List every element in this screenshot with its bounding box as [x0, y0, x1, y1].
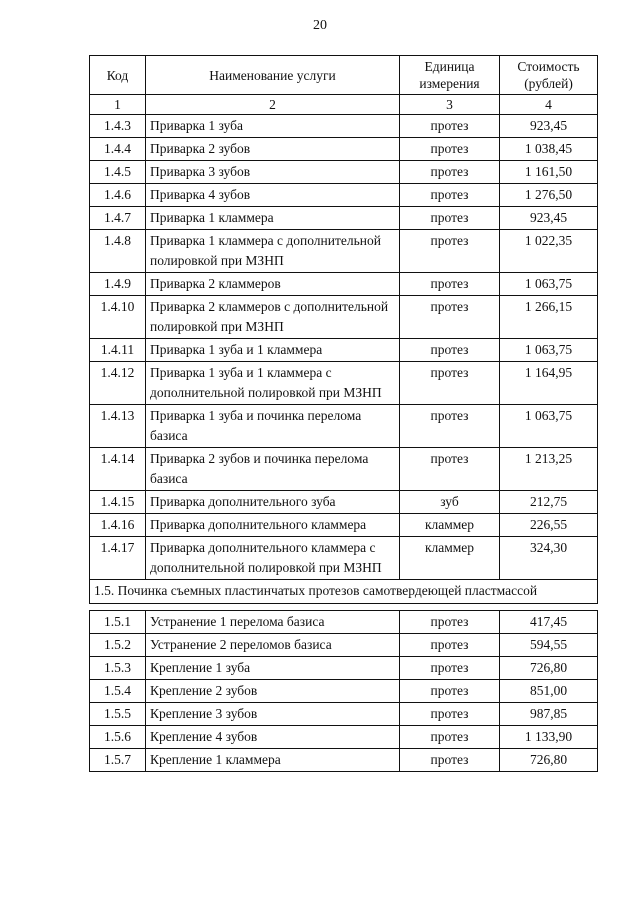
cell-code: 1.5.1 — [90, 611, 146, 634]
table-row — [90, 230, 598, 273]
table-row — [90, 115, 598, 138]
cell-unit: протез — [400, 273, 500, 296]
header-price: Стоимость (рублей) — [500, 56, 598, 95]
cell-name: Приварка 2 кламмеров — [146, 273, 400, 296]
cell-name: Приварка 2 кламмеров с дополнительной полировкой при МЗНП — [146, 296, 400, 339]
section-1-5 — [90, 580, 598, 611]
section-gap — [90, 604, 598, 611]
cell-name: Крепление 2 зубов — [146, 680, 400, 703]
table-row — [90, 405, 598, 448]
header-name: Наименование услуги — [146, 56, 400, 95]
cell-name: Устранение 1 перелома базиса — [146, 611, 400, 634]
cell-unit: протез — [400, 362, 500, 405]
cell-code: 1.4.6 — [90, 184, 146, 207]
cell-unit: протез — [400, 184, 500, 207]
cell-price: 594,55 — [500, 634, 598, 657]
cell-code: 1.5.3 — [90, 657, 146, 680]
table-row — [90, 680, 598, 703]
table-row — [90, 339, 598, 362]
cell-code: 1.4.7 — [90, 207, 146, 230]
table-row — [90, 657, 598, 680]
cell-name: Приварка 2 зубов — [146, 138, 400, 161]
cell-unit: протез — [400, 749, 500, 772]
cell-price: 1 063,75 — [500, 405, 598, 448]
cell-unit: протез — [400, 405, 500, 448]
cell-price: 212,75 — [500, 491, 598, 514]
cell-price: 923,45 — [500, 115, 598, 138]
cell-unit: протез — [400, 161, 500, 184]
cell-name: Крепление 1 зуба — [146, 657, 400, 680]
cell-code: 1.4.9 — [90, 273, 146, 296]
cell-code: 1.4.3 — [90, 115, 146, 138]
header-code: Код — [90, 56, 146, 95]
cell-name: Устранение 2 переломов базиса — [146, 634, 400, 657]
cell-price: 1 266,15 — [500, 296, 598, 339]
cell-price: 1 164,95 — [500, 362, 598, 405]
cell-unit: протез — [400, 657, 500, 680]
cell-name: Приварка 1 зуба и 1 кламмера — [146, 339, 400, 362]
table-row — [90, 611, 598, 634]
table-row — [90, 184, 598, 207]
cell-name: Приварка 1 кламмера — [146, 207, 400, 230]
cell-code: 1.4.15 — [90, 491, 146, 514]
table-row — [90, 514, 598, 537]
table-row — [90, 726, 598, 749]
cell-name: Крепление 3 зубов — [146, 703, 400, 726]
cell-name: Приварка дополнительного зуба — [146, 491, 400, 514]
section-row — [90, 580, 598, 604]
cell-unit: протез — [400, 207, 500, 230]
cell-code: 1.5.6 — [90, 726, 146, 749]
cell-code: 1.4.4 — [90, 138, 146, 161]
cell-price: 1 063,75 — [500, 339, 598, 362]
cell-unit: протез — [400, 634, 500, 657]
table-row — [90, 703, 598, 726]
cell-name: Крепление 4 зубов — [146, 726, 400, 749]
cell-unit: протез — [400, 296, 500, 339]
cell-code: 1.4.14 — [90, 448, 146, 491]
table-row — [90, 296, 598, 339]
cell-unit: протез — [400, 448, 500, 491]
cell-name: Приварка дополнительного кламмера — [146, 514, 400, 537]
cell-price: 1 276,50 — [500, 184, 598, 207]
cell-name: Приварка 3 зубов — [146, 161, 400, 184]
cell-name: Приварка 4 зубов — [146, 184, 400, 207]
header-unit: Единица измерения — [400, 56, 500, 95]
cell-unit: протез — [400, 115, 500, 138]
table-row — [90, 273, 598, 296]
header-row — [90, 56, 598, 95]
cell-unit: протез — [400, 703, 500, 726]
table-row — [90, 537, 598, 580]
cell-price: 1 038,45 — [500, 138, 598, 161]
cell-price: 1 022,35 — [500, 230, 598, 273]
page-number: 20 — [313, 18, 327, 33]
cell-name: Приварка 1 зуба — [146, 115, 400, 138]
cell-code: 1.4.10 — [90, 296, 146, 339]
rows-1-4 — [90, 115, 598, 580]
cell-code: 1.4.11 — [90, 339, 146, 362]
cell-name: Приварка 1 зуба и 1 кламмера с дополнительной полировкой при МЗНП — [146, 362, 400, 405]
cell-name: Приварка 1 кламмера с дополнительной полировкой при МЗНП — [146, 230, 400, 273]
cell-code: 1.4.5 — [90, 161, 146, 184]
cell-price: 923,45 — [500, 207, 598, 230]
cell-name: Крепление 1 кламмера — [146, 749, 400, 772]
cell-unit: протез — [400, 230, 500, 273]
table-row — [90, 362, 598, 405]
cell-code: 1.4.16 — [90, 514, 146, 537]
column-number: 4 — [500, 95, 598, 115]
cell-code: 1.4.12 — [90, 362, 146, 405]
cell-unit: протез — [400, 680, 500, 703]
column-number: 1 — [90, 95, 146, 115]
cell-price: 1 161,50 — [500, 161, 598, 184]
table-row — [90, 448, 598, 491]
cell-price: 987,85 — [500, 703, 598, 726]
cell-unit: кламмер — [400, 514, 500, 537]
cell-price: 851,00 — [500, 680, 598, 703]
cell-unit: кламмер — [400, 537, 500, 580]
cell-unit: протез — [400, 611, 500, 634]
cell-price: 417,45 — [500, 611, 598, 634]
cell-unit: протез — [400, 138, 500, 161]
cell-price: 726,80 — [500, 749, 598, 772]
table-row — [90, 207, 598, 230]
column-number: 3 — [400, 95, 500, 115]
cell-price: 1 063,75 — [500, 273, 598, 296]
table-row — [90, 161, 598, 184]
cell-name: Приварка дополнительного кламмера с дополнительной полировкой при МЗНП — [146, 537, 400, 580]
table-row — [90, 634, 598, 657]
table-row — [90, 491, 598, 514]
cell-code: 1.4.8 — [90, 230, 146, 273]
cell-unit: зуб — [400, 491, 500, 514]
price-table — [89, 55, 598, 772]
cell-code: 1.5.4 — [90, 680, 146, 703]
rows-1-5 — [90, 611, 598, 772]
cell-price: 226,55 — [500, 514, 598, 537]
table-row — [90, 749, 598, 772]
cell-code: 1.5.2 — [90, 634, 146, 657]
cell-code: 1.4.17 — [90, 537, 146, 580]
cell-unit: протез — [400, 726, 500, 749]
cell-price: 324,30 — [500, 537, 598, 580]
cell-price: 1 213,25 — [500, 448, 598, 491]
column-number-row — [90, 95, 598, 115]
cell-code: 1.5.7 — [90, 749, 146, 772]
cell-code: 1.4.13 — [90, 405, 146, 448]
cell-code: 1.5.5 — [90, 703, 146, 726]
table-row — [90, 138, 598, 161]
cell-unit: протез — [400, 339, 500, 362]
cell-name: Приварка 2 зубов и починка перелома базиса — [146, 448, 400, 491]
cell-price: 726,80 — [500, 657, 598, 680]
column-number: 2 — [146, 95, 400, 115]
cell-name: Приварка 1 зуба и починка перелома базиса — [146, 405, 400, 448]
section-title: 1.5. Починка съемных пластинчатых протезов самотвердеющей пластмассой — [90, 580, 598, 604]
cell-price: 1 133,90 — [500, 726, 598, 749]
